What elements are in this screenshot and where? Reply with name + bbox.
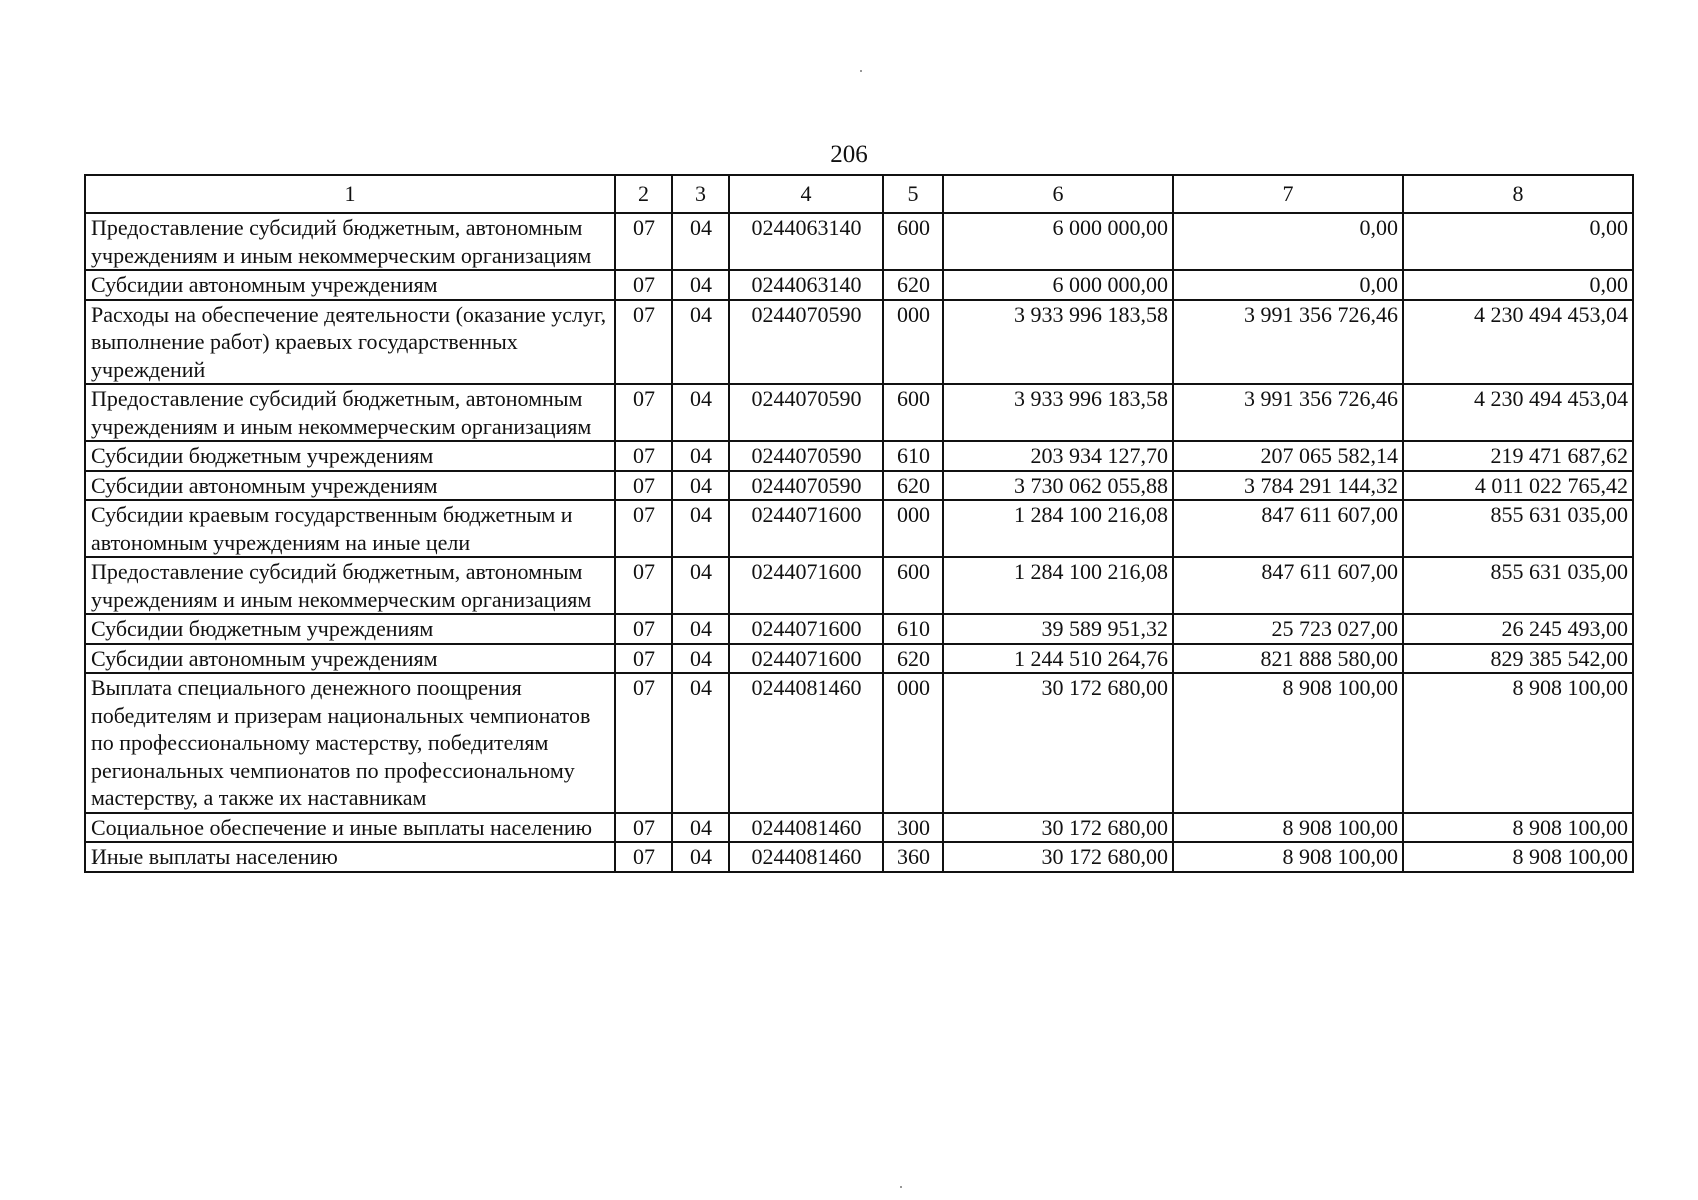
amount-col-7: 821 888 580,00	[1173, 644, 1403, 674]
column-header: 7	[1173, 175, 1403, 213]
table-row	[85, 384, 1633, 441]
column-header: 1	[85, 175, 615, 213]
amount-col-7: 847 611 607,00	[1173, 500, 1403, 557]
subsection-code: 04	[672, 384, 729, 441]
table-row	[85, 614, 1633, 644]
expense-type-code: 620	[883, 270, 943, 300]
amount-col-7: 3 991 356 726,46	[1173, 384, 1403, 441]
amount-col-6: 1 284 100 216,08	[943, 500, 1173, 557]
amount-col-8: 4 230 494 453,04	[1403, 300, 1633, 385]
section-code: 07	[615, 300, 672, 385]
section-code: 07	[615, 813, 672, 843]
subsection-code: 04	[672, 300, 729, 385]
target-article-code: 0244070590	[729, 471, 883, 501]
amount-col-6: 203 934 127,70	[943, 441, 1173, 471]
subsection-code: 04	[672, 270, 729, 300]
target-article-code: 0244070590	[729, 441, 883, 471]
section-code: 07	[615, 673, 672, 813]
row-description: Предоставление субсидий бюджетным, автономным учреждениям и иным некоммерческим организациям	[85, 557, 615, 614]
section-code: 07	[615, 213, 672, 270]
subsection-code: 04	[672, 500, 729, 557]
amount-col-7: 207 065 582,14	[1173, 441, 1403, 471]
subsection-code: 04	[672, 813, 729, 843]
amount-col-8: 855 631 035,00	[1403, 500, 1633, 557]
expense-type-code: 610	[883, 614, 943, 644]
scan-speck	[860, 70, 862, 72]
section-code: 07	[615, 441, 672, 471]
table-row	[85, 842, 1633, 872]
column-header: 2	[615, 175, 672, 213]
amount-col-6: 30 172 680,00	[943, 813, 1173, 843]
amount-col-7: 3 784 291 144,32	[1173, 471, 1403, 501]
target-article-code: 0244071600	[729, 557, 883, 614]
target-article-code: 0244071600	[729, 644, 883, 674]
budget-table	[84, 174, 1634, 873]
amount-col-6: 3 933 996 183,58	[943, 300, 1173, 385]
table-row	[85, 500, 1633, 557]
column-header: 3	[672, 175, 729, 213]
section-code: 07	[615, 644, 672, 674]
expense-type-code: 360	[883, 842, 943, 872]
target-article-code: 0244063140	[729, 213, 883, 270]
expense-type-code: 000	[883, 300, 943, 385]
row-description: Иные выплаты населению	[85, 842, 615, 872]
section-code: 07	[615, 842, 672, 872]
table-row	[85, 270, 1633, 300]
amount-col-6: 1 284 100 216,08	[943, 557, 1173, 614]
section-code: 07	[615, 270, 672, 300]
row-description: Выплата специального денежного поощрения победителям и призерам национальных чемпионатов по профессиональному мастерству, победителям региональных чемпионатов по профессиональному мастерству, а также их наставникам	[85, 673, 615, 813]
amount-col-8: 8 908 100,00	[1403, 813, 1633, 843]
section-code: 07	[615, 471, 672, 501]
row-description: Социальное обеспечение и иные выплаты населению	[85, 813, 615, 843]
table-row	[85, 441, 1633, 471]
amount-col-6: 1 244 510 264,76	[943, 644, 1173, 674]
subsection-code: 04	[672, 842, 729, 872]
amount-col-8: 855 631 035,00	[1403, 557, 1633, 614]
amount-col-6: 3 730 062 055,88	[943, 471, 1173, 501]
amount-col-7: 3 991 356 726,46	[1173, 300, 1403, 385]
amount-col-6: 39 589 951,32	[943, 614, 1173, 644]
page-number: 206	[830, 141, 868, 168]
table-body	[85, 213, 1633, 872]
header-row	[85, 175, 1633, 213]
amount-col-7: 847 611 607,00	[1173, 557, 1403, 614]
section-code: 07	[615, 557, 672, 614]
subsection-code: 04	[672, 673, 729, 813]
table-row	[85, 300, 1633, 385]
expense-type-code: 000	[883, 500, 943, 557]
target-article-code: 0244070590	[729, 384, 883, 441]
target-article-code: 0244081460	[729, 842, 883, 872]
amount-col-8: 8 908 100,00	[1403, 673, 1633, 813]
amount-col-6: 30 172 680,00	[943, 673, 1173, 813]
row-description: Субсидии краевым государственным бюджетным и автономным учреждениям на иные цели	[85, 500, 615, 557]
expense-type-code: 600	[883, 384, 943, 441]
amount-col-7: 8 908 100,00	[1173, 673, 1403, 813]
table-row	[85, 813, 1633, 843]
target-article-code: 0244081460	[729, 813, 883, 843]
row-description: Субсидии бюджетным учреждениям	[85, 441, 615, 471]
amount-col-7: 25 723 027,00	[1173, 614, 1403, 644]
amount-col-8: 219 471 687,62	[1403, 441, 1633, 471]
row-description: Расходы на обеспечение деятельности (оказание услуг, выполнение работ) краевых государственных учреждений	[85, 300, 615, 385]
scan-speck	[900, 1186, 902, 1188]
expense-type-code: 620	[883, 644, 943, 674]
amount-col-6: 6 000 000,00	[943, 213, 1173, 270]
amount-col-8: 26 245 493,00	[1403, 614, 1633, 644]
amount-col-8: 4 230 494 453,04	[1403, 384, 1633, 441]
row-description: Субсидии автономным учреждениям	[85, 471, 615, 501]
row-description: Субсидии бюджетным учреждениям	[85, 614, 615, 644]
target-article-code: 0244071600	[729, 614, 883, 644]
expense-type-code: 610	[883, 441, 943, 471]
subsection-code: 04	[672, 644, 729, 674]
amount-col-6: 3 933 996 183,58	[943, 384, 1173, 441]
column-header: 4	[729, 175, 883, 213]
expense-type-code: 000	[883, 673, 943, 813]
section-code: 07	[615, 500, 672, 557]
table-row	[85, 557, 1633, 614]
amount-col-7: 8 908 100,00	[1173, 842, 1403, 872]
expense-type-code: 600	[883, 213, 943, 270]
amount-col-8: 0,00	[1403, 270, 1633, 300]
subsection-code: 04	[672, 557, 729, 614]
amount-col-8: 829 385 542,00	[1403, 644, 1633, 674]
row-description: Предоставление субсидий бюджетным, автономным учреждениям и иным некоммерческим организациям	[85, 213, 615, 270]
subsection-code: 04	[672, 471, 729, 501]
amount-col-7: 0,00	[1173, 213, 1403, 270]
subsection-code: 04	[672, 441, 729, 471]
column-header: 8	[1403, 175, 1633, 213]
subsection-code: 04	[672, 614, 729, 644]
amount-col-8: 8 908 100,00	[1403, 842, 1633, 872]
amount-col-6: 30 172 680,00	[943, 842, 1173, 872]
column-header: 5	[883, 175, 943, 213]
row-description: Предоставление субсидий бюджетным, автономным учреждениям и иным некоммерческим организациям	[85, 384, 615, 441]
row-description: Субсидии автономным учреждениям	[85, 270, 615, 300]
amount-col-7: 8 908 100,00	[1173, 813, 1403, 843]
target-article-code: 0244081460	[729, 673, 883, 813]
amount-col-8: 4 011 022 765,42	[1403, 471, 1633, 501]
amount-col-7: 0,00	[1173, 270, 1403, 300]
expense-type-code: 600	[883, 557, 943, 614]
section-code: 07	[615, 614, 672, 644]
target-article-code: 0244071600	[729, 500, 883, 557]
amount-col-8: 0,00	[1403, 213, 1633, 270]
section-code: 07	[615, 384, 672, 441]
table-row	[85, 673, 1633, 813]
expense-type-code: 300	[883, 813, 943, 843]
expense-type-code: 620	[883, 471, 943, 501]
target-article-code: 0244063140	[729, 270, 883, 300]
table-row	[85, 213, 1633, 270]
row-description: Субсидии автономным учреждениям	[85, 644, 615, 674]
target-article-code: 0244070590	[729, 300, 883, 385]
amount-col-6: 6 000 000,00	[943, 270, 1173, 300]
table-row	[85, 644, 1633, 674]
subsection-code: 04	[672, 213, 729, 270]
column-header: 6	[943, 175, 1173, 213]
table-row	[85, 471, 1633, 501]
